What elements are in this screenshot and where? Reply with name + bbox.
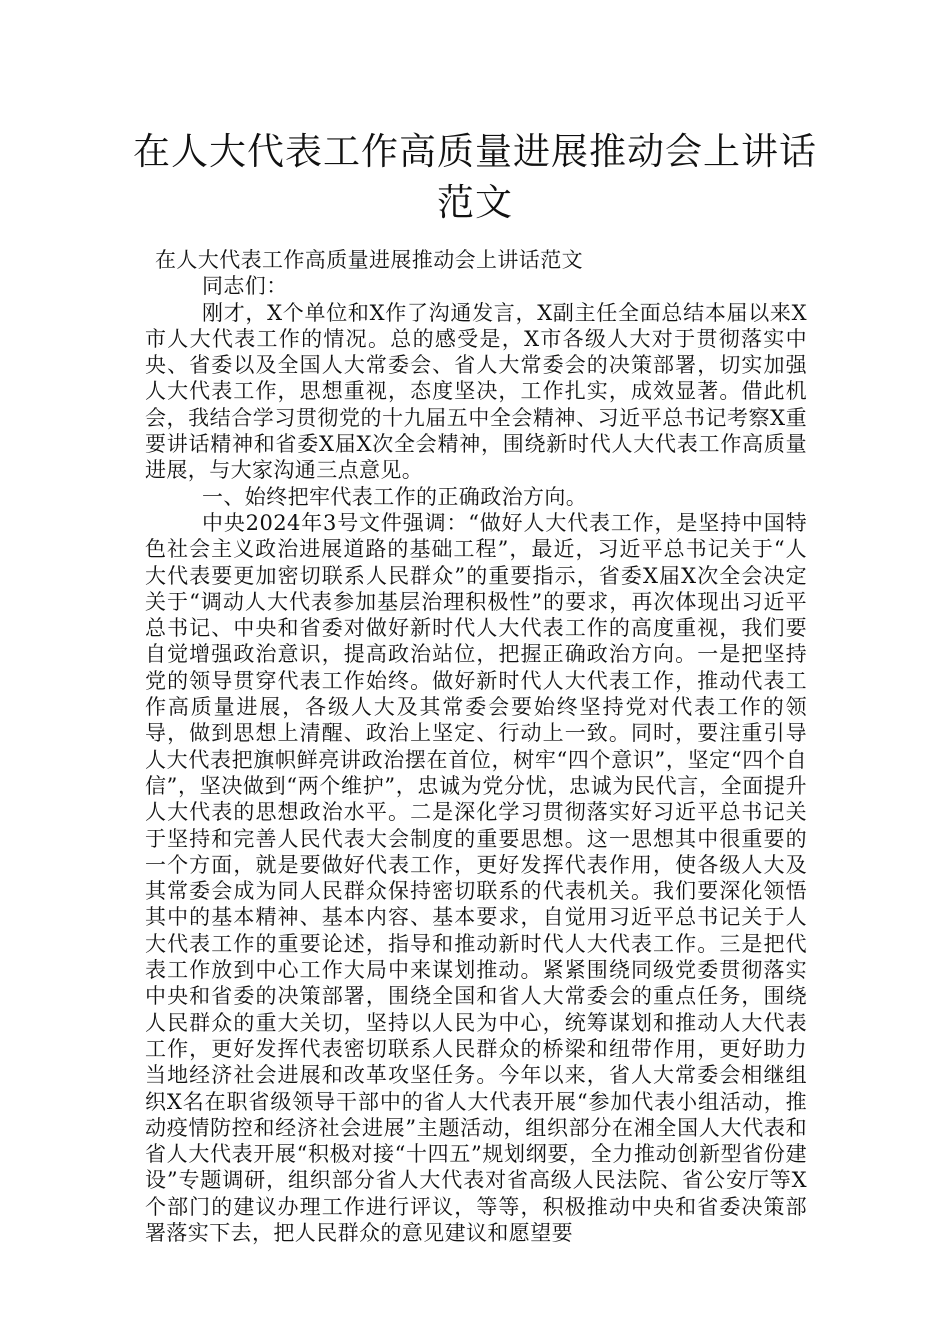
body-paragraph-section-1: 中央2024年3号文件强调：“做好人大代表工作，是坚持中国特色社会主义政治进展道路的基础工程”，最近，习近平总书记关于“人大代表要更加密切联系人民群众”的重要指示，省委X届X次全会决定关于“调动人大代表参加基层治理积极性”的要求，再次体现出习近平总书记、中央和省委对做好新时代人大代表工作的高度重视，我们要自觉增强政治意识，提高政治站位，把握正确政治方向。一是把坚持党的领导贯穿代表工作始终。做好新时代人大代表工作，推动代表工作高质量进展，各级人大及其常委会要始终坚持党对代表工作的领导，做到思想上清醒、政治上坚定、行动上一致。同时，要注重引导人大代表把旗帜鲜亮讲政治摆在首位，树牢“四个意识”，坚定“四个自信”，坚决做到“两个维护”，忠诚为党分忧，忠诚为民代言，全面提升人大代表的思想政治水平。二是深化学习贯彻落实好习近平总书记关于坚持和完善人民代表大会制度的重要思想。这一思想其中很重要的一个方面，就是要做好代表工作，更好发挥代表作用，使各级人大及其常委会成为同人民群众保持密切联系的代表机关。我们要深化领悟其中的基本精神、基本内容、基本要求，自觉用习近平总书记关于人大代表工作的重要论述，指导和推动新时代人大代表工作。三是把代表工作放到中心工作大局中来谋划推动。紧紧围绕同级党委贯彻落实中央和省委的决策部署，围绕全国和省人大常委会的重点任务，围绕人民群众的重大关切，坚持以人民为中心，统筹谋划和推动人大代表工作，更好发挥代表密切联系人民群众的桥梁和纽带作用，更好助力当地经济社会进展和改革攻坚任务。今年以来，省人大常委会相继组织X名在职省级领导干部中的省人大代表开展“参加代表小组活动，推动疫情防控和经济社会进展”主题活动，组织部分在湘全国人大代表和省人大代表开展“积极对接“十四五”规划纲要，全力推动创新型省份建设”专题调研，组织部分省人大代表对省高级人民法院、省公安厅等X个部门的建议办理工作进行评议，等等，积极推动中央和省委决策部署落实下去，把人民群众的意见建议和愿望要	[145, 510, 807, 1245]
document-title: 在人大代表工作高质量进展推动会上讲话范文	[133, 130, 817, 224]
document-body	[145, 247, 807, 1246]
document-subtitle: 在人大代表工作高质量进展推动会上讲话范文	[155, 248, 583, 272]
section-heading-1: 一、始终把牢代表工作的正确政治方向。	[202, 484, 588, 509]
body-paragraph-intro: 刚才，X个单位和X作了沟通发言，X副主任全面总结本届以来X市人大代表工作的情况。总的感受是，X市各级人大对于贯彻落实中央、省委以及全国人大常委会、省人大常委会的决策部署，切实加强人大代表工作，思想重视，态度坚决，工作扎实，成效显著。借此机会，我结合学习贯彻党的十九届五中全会精神、习近平总书记考察X重要讲话精神和省委X届X次全会精神，围绕新时代人大代表工作高质量进展，与大家沟通三点意见。	[145, 300, 807, 483]
greeting: 同志们：	[202, 274, 288, 299]
